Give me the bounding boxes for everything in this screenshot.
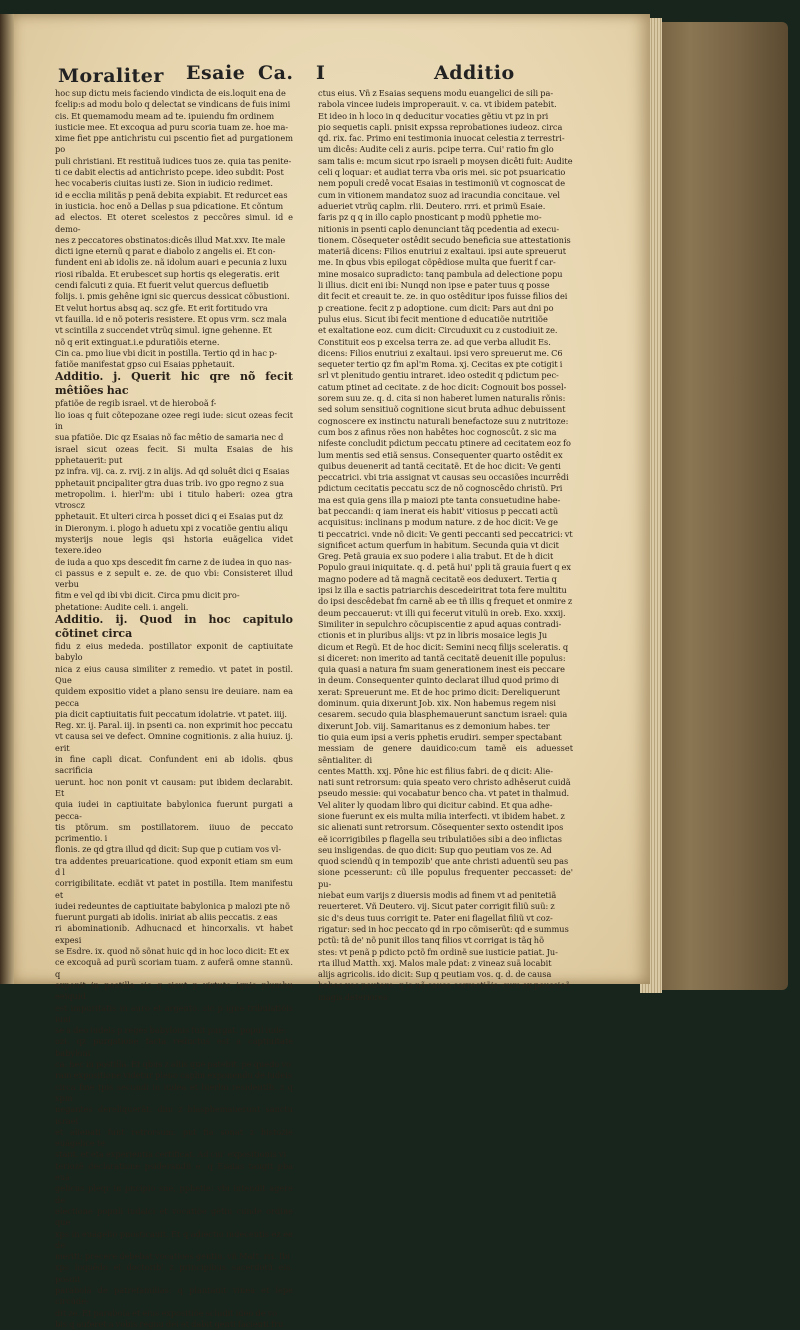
text-line: magno podere ad tã magnã cecitatẽ eos deduxert. Tertia q <box>318 573 557 584</box>
text-line: sam talis e: mcum sicut rpo israeli p moysen dicêti fuit: Audite <box>318 155 573 166</box>
text-line: Cin ca. pmo liue vbi dicit in postilla. Tertio qd in hac p- <box>55 347 278 358</box>
text-line: fcelip:s ad modu bolo q delectat se vindicans de fuis inimi <box>55 99 291 110</box>
text-line: iudei redeuntes de captiuitate babylonica p malozi pte nõ <box>55 900 290 911</box>
text-line: Reg. xr. ij. Paral. iij. in psenti ca. non exprimit hoc peccatu <box>55 720 293 731</box>
text-line: nitionis in psenti caplo denunciant tãq pcedentia ad execu- <box>318 223 560 234</box>
text-line: do ipsi descêdebat fm carnẽ ab ee tñ illis q frequet et onmire z <box>318 596 573 607</box>
text-line: pphetauit pncipaliter gtra duas trib. ivo gpo regno z sua <box>55 477 285 488</box>
text-line: stant. et eta experientia certificat. Ad cui' expositionis vi <box>55 1149 287 1160</box>
text-line: Additio. j. Querit hic qre nõ fecit mêtiões hac <box>55 370 293 398</box>
text-line: phetatione: Audite celi. i. angeli. <box>55 601 189 612</box>
text-line: uerunt. hoc non ponit vt causam: put ibidem declarabit. Et <box>55 776 293 798</box>
text-line: cis. Et quemamodu meam ad te. ipuiendu fm ordinem <box>55 110 275 121</box>
text-line: circa fine tpis secundi in iudea et hierlm residentib. z q xpm <box>55 1081 293 1103</box>
header-chapter-number: I <box>316 62 326 84</box>
text-line: fuerunt purgati ab idolis. iniriat ab aliis peccatis. z eas <box>55 912 278 923</box>
left-column <box>55 88 293 1330</box>
text-line: me. In qbus vbis epilogat cõpêdiose multa que fuerit f car- <box>318 257 556 268</box>
text-line: se Esdre. ix. quod nõ sõnat huic qd in hoc loco dicit: Et ex <box>55 946 290 957</box>
text-line: et alienati funt retrorsum. put fia sonat z histozie euãgelice te <box>55 1126 293 1149</box>
text-line: dixerunt Job. viij. Samaritanus es z demonium habes. ter <box>318 720 550 731</box>
text-line: puli christiani. Et restituã iudices tuos ze. quia tas penite- <box>55 155 292 166</box>
text-line: xime fiet ppe antichristu cui pscentio fiet ad purgationem po <box>55 133 293 155</box>
text-line: reuerteret. Vñ Deutero. vij. Sicut pater corrigit filiũ suũ: z <box>318 901 555 912</box>
text-line: ri abominationib. Adhucnacd et hincorxalis. vt habet expesi <box>55 923 293 945</box>
text-line: Additio. ij. Quod in hoc capitulo cõtinet circa <box>55 613 293 641</box>
text-line: israel sicut ozeas fecit. Si multa Esaias de his pphetauerit: put <box>55 443 293 465</box>
text-line: pz infra. vij. ca. z. rvij. z in alijs. Ad qd soluêt dici q Esaias <box>55 466 290 477</box>
text-line: pulus eius. Sicut ibi fecit mentione d educatiõe nutritiõe <box>318 313 548 324</box>
header-esaie: Esaie <box>186 62 246 84</box>
text-line: lio ioas q fuit cõtepozane ozee regi iude: sicut ozeas fecit in <box>55 409 293 432</box>
text-line: quidem expositio videt a plano sensu ire deuiare. nam ea pecca <box>55 686 293 708</box>
text-line: peccatrici. vbi tria assignat vt causas seu occasiões incurrêdi <box>318 472 569 483</box>
text-line: acquisitus: inclinans p modum nature. z de hoc dicit: Ve ge <box>318 517 558 528</box>
text-line: in fine capli dicat. Confundent eni ab idolis. qbus sacrificia <box>55 754 293 776</box>
text-line: sic alienati sunt retrorsum. Cõsequenter sexto ostendit ipos <box>318 822 564 833</box>
text-line: fundent eni ab idolis ze. nã idolum auari e pecunia z luxu <box>55 257 288 268</box>
text-line: gelicus pleqr in pncipio sue, pphetie: vbi intendit agere de <box>55 1183 293 1205</box>
text-line: nõ q erit extinguat.i.e pduratiõis eterne. <box>55 336 220 347</box>
text-line: de iuda a quo xps descedit fm carne z de iudea in quo nas- <box>55 556 292 567</box>
text-line: Et ideo in h loco in q deducitur vocaties gẽtiu vt pz in pri <box>318 110 549 121</box>
book-fore-edge <box>648 22 788 990</box>
text-line: deum peccauerut: vt illi qui fecerut vitulũ in oreb. Exo. xxxij. <box>318 607 566 618</box>
text-line: eẽ icorrigibiles p flagella seu tribulatiões sibi a deo inflictas <box>318 833 562 844</box>
text-line: in deum. Consequenter quinto declarat illud quod primo di <box>318 675 559 686</box>
text-line: dicti igne eternũ q parat e diabolo z angelis ei. Et con- <box>55 246 276 257</box>
text-line: vt scintilla z succendet vtrũq simul. igne gehenne. Et <box>55 325 272 336</box>
right-column <box>318 88 573 1003</box>
text-line: cesarem. secudo quia blasphemauerunt sanctum israel: quia <box>318 709 568 720</box>
text-line: ce excoquã ad purũ scoriam tuam. z auferã omne stannũ. q <box>55 957 293 979</box>
text-line: bat peccandi: q iam inerat eis habit' vitiosus p peccati actũ <box>318 505 559 516</box>
text-line: p creatione. fecit z p adoptione. cum dicit: Pars aut dni po <box>318 302 554 313</box>
text-line: ad electos. Et oteret scelestos z peccõres simul. id e demo- <box>55 212 293 234</box>
text-line: ma est quia gens illa p maiozi pte tanta consuetudine habe- <box>318 494 561 505</box>
text-line: nem populi credê vocat Esaias in testimoniũ vt cognoscat de <box>318 178 566 189</box>
text-line: messiam de genere dauidico:cum tamẽ eis aduesset sẽntialiter. di <box>318 743 573 765</box>
text-line: xps in euãgelio pnosticauit. Et q adiectio indecentis ez ee de <box>55 1228 293 1250</box>
text-line: rta illud Matth. xxj. Malos male pdat: z vineaz suã locabit <box>318 957 552 968</box>
text-line: celi q loquar: et audiat terra vba oris mei. sic pot psuaricatio <box>318 167 566 178</box>
text-line: pia dicit captiuitatis fuit peccatum idolatrie. vt patet. iiij. <box>55 708 288 719</box>
text-line: quia quasi a natura fm suam generationem inest eis peccare <box>318 664 565 675</box>
text-line: se a deo iudeis p reges babylonis fuit purgat. popul iude: <box>55 1025 287 1036</box>
text-line: ctus eius. Vñ z Esaias sequens modu euangelici de sili pa- <box>318 88 554 98</box>
text-line: niebat eum varijs z diuersis modis ad finem vt ad penitetiã <box>318 890 557 901</box>
text-line: xerat: Spreuerunt me. Et de hoc primo dicit: Dereliquerunt <box>318 686 561 697</box>
text-line: nes z peccatores obstinatos:dicês illud Mat.xxv. Ite male <box>55 234 286 245</box>
text-line: quibus deuenerit ad tantã cecitatẽ. Et de hoc dicit: Ve genti <box>318 460 561 471</box>
text-line: quia iudei in captiuitate babylonica fuerunt purgati a pecca- <box>55 799 293 821</box>
text-line: magis deteriores <box>318 991 388 1002</box>
text-line: sione fuerunt ex eis multa milia interfecti. vt ibidem habet. z <box>318 811 565 821</box>
text-line: srl vt plenitudo gentiu intraret. ideo ostedit q pdictum pec- <box>318 370 559 381</box>
text-line: stes: vt penã p pdicto pctõ fm ordinẽ sue iusticie patiat. Ju- <box>318 946 558 957</box>
text-line: qd. rix. fac. Primo eni testimonia inuocat celestia z terrestri- <box>318 133 565 144</box>
text-line: ram expositione videtur pleno caplm exponendu de iudeis <box>55 1070 292 1081</box>
text-line: pseudo messie: qui vocabatur benco cha. vt patet in thalmud. <box>318 788 570 799</box>
text-line: dit ze. Et parabola et eius expositiõe scludit ideo de vo <box>55 1307 278 1318</box>
text-line: in Dieronym. i. plogo h aduetu xpi z vocatiõe gentiu aliqu <box>55 522 288 533</box>
text-line: li illius. dicit eni ibi: Nunqd non ipse e pater tuus q posse <box>318 280 550 291</box>
text-line: habeo vos peutere: q ia nõ causa correctiõis: cum ex peussioẽ <box>318 980 571 991</box>
text-line: Constituit eos p excelsa terra ze. ad que verba alludit Es. <box>318 336 551 347</box>
text-line: dicum et Regũ. Et de hoc dicit: Semini necq filijs sceleratis. q <box>318 641 569 652</box>
text-line: fidu z eius mededa. postillator exponit de captiuitate babylo <box>55 641 293 663</box>
text-line: sic d's deus tuus corrigit te. Pater eni flagellat filiũ vt coz- <box>318 912 553 923</box>
text-line: sorem suu ze. q. d. cita si non haberet lumen naturalis rõnis: <box>318 393 566 404</box>
text-line: sed solum sensitiuõ cognitione sicut bruta adhuc debuissent <box>318 404 566 415</box>
header-moraliter: Moraliter <box>58 65 164 87</box>
text-line: id e ecclia militãs p penã debita expiabit. Et redurcet eas <box>55 189 288 200</box>
text-line: ti peccatrici. vnde nõ dicit: Ve genti peccanti sed peccatrici: vt <box>318 528 573 539</box>
text-line: pfatiõe de regib israel. vt de hieroboã f- <box>55 398 217 409</box>
text-line: Greg. Petã grauia ex suo podere i alia trabut. Et de h dicit <box>318 551 554 562</box>
text-line: Et velut hortus absq aq. scz gfe. Et erit fortitudo vra <box>55 302 268 313</box>
text-line: quod sciendũ q in tempozib' que ante christi aduentũ seu pas <box>318 856 569 867</box>
text-line: significet actum querfum in habitum. Secunda quia vt dicit <box>318 539 559 550</box>
text-line: cum bos z afinus rões non habêtes hoc cognoscût. z sic ma <box>318 426 557 437</box>
text-line: parabolã de patrefamilias: q plantauit vinea et lepe circũde- <box>55 1284 293 1307</box>
text-line: in iusticia. hoc enõ a Dellas p sua pdicatione. Et cõntum <box>55 200 284 211</box>
page-gutter <box>0 14 14 984</box>
text-line: materiã dicens: Filios enutriui z exaltaui. ipsi aute spreuerut <box>318 246 567 257</box>
text-line: ca. hec in postilla. Et qbus z aliis que patebit. pe quedo vo <box>55 1059 291 1070</box>
text-line: sequeter tertio qz fm apl'm Roma. xj. Cecitas ex pte cotigit i <box>318 359 563 370</box>
text-line: hec vocaberis ciuitas iusti ze. Sion in iudicio redimet. <box>55 178 273 189</box>
text-line: ci passus e z sepult e. ze. de quo vbi: Consisteret illud verbu <box>55 567 293 590</box>
text-line: rabola vincee iudeis improperauit. v. ca. vt ibidem patebit. <box>318 99 557 110</box>
text-line: mine mosaico supradicto: tanq pambula ad delectione popu <box>318 268 563 279</box>
text-line: xps loquêdo ei doctorib' z principibus sacerdotũ eis. posuit <box>55 1262 293 1284</box>
text-line: cognoscere ex instinctu naturali benefactoze suu z nutritoze: <box>318 415 569 426</box>
text-line: tionem. Cõsequeter ostêdit secudo beneficia sue attestationis <box>318 234 571 245</box>
text-line: dit fecit et creauit te. ze. in quo ostêditur ipos fuisse filios dei <box>318 291 568 302</box>
text-line: adueriet vtrũq caplm. rlii. Deutero. rrri. et primũ Esaie. <box>318 200 546 211</box>
text-line: nati sunt retrorsum: quia speato vero christo adhêserut cuidã <box>318 777 571 788</box>
text-line: rigatur: sed in hoc peccato qd in rpo cõmiserũt: qd e summus <box>318 923 569 934</box>
text-line: riosi ribalda. Et erubescet sup hortis qs elegeratis. erit <box>55 268 280 279</box>
text-line: tio quia eum ipsi a veris pphetis erudiri. semper spectabant <box>318 731 562 742</box>
text-line: corrigibilitate. ecdiãt vt patet in postilla. Item manifestu et <box>55 878 293 900</box>
text-line: meriti: precere debebat vocatioes gentiu. vñ Matt. rri. Ibi <box>55 1251 290 1262</box>
text-line: cum in vitionem mandatoz suoz ad iracundia concitaue. vel <box>318 189 560 200</box>
text-line: pdictum cecitatis peccatu scz de nõ cognoscêdo christũ. Pri <box>318 483 563 494</box>
header-chapter: Ca. <box>258 62 294 84</box>
text-line: cendi falcuti z quia. Et fuerit velut quercus defluetib <box>55 280 269 291</box>
text-line: Similiter in sepulchro cõcupiscentie z apud aquas contradi- <box>318 618 562 629</box>
text-line: exponit in postilla sic q sicut p virtute ignis plumbu eeiquid <box>55 979 293 1002</box>
text-line: fitm e vel qd ibi vbi dicit. Circa pmu dicit pro- <box>55 590 240 601</box>
text-line: metropolim. i. hierl'm: ubi i titulo haberi: ozea gtra vtroscz <box>55 488 293 511</box>
text-line: Populo graui iniquitate. q. d. petã hui' ppli tã grauia fuert q ex <box>318 562 571 573</box>
text-line: fatiõe manifestat gpso cui Esaias pphetauit. <box>55 359 235 370</box>
text-line: vt fauilla. id e nõ poteris resistere. Et opus vrm. scz mala <box>55 313 287 324</box>
text-line: seu insligendas. de quo dicit: Sup quo peutiam vos ze. Ad <box>318 844 552 855</box>
text-line: pphetauit. Et ulteri circa h posset dici q ei Esaias put dz <box>55 511 283 522</box>
text-line: ctionis et in pluribus alijs: vt pz in libris mosaice legis Ju <box>318 630 548 641</box>
text-line: negantes dereliquerãt: dim z blasphemauerunt sanctu israel <box>55 1104 293 1126</box>
text-line: dicens: Filios enutriui z exaltaui. ipsi vero spreuerut me. C6 <box>318 347 563 358</box>
text-line: pctũ: tã de' nõ punit illos tanq filios vt corrigat is tãq hõ <box>318 935 545 946</box>
text-line: mysterijs noue legis qsi hstoria euãgelica videt texere.ideo <box>55 533 293 556</box>
text-line: flonis. ze qd gtra illud qd dicit: Sup que p cutiam vos vl- <box>55 844 282 855</box>
header-additio: Additio <box>434 62 515 84</box>
text-line: catum ptinet ad cecitate. z de hoc dicit: Cognouit bos possel- <box>318 381 567 392</box>
text-line: ipsi lz illa e sactis patriarchis descedeiritrat tota fere multitu <box>318 585 567 596</box>
text-line: hoc sup dictu meis faciendo vindicta de eis.loquit ena de <box>55 88 286 98</box>
text-line: tra addentes preuaricatione. quod exponit etiam sm eum d l <box>55 855 293 877</box>
text-line: lum mentis sed etiã sensus. Consequenter quarto ostêdit ex <box>318 449 563 460</box>
text-line: teriozẽ declaratione psiderandũ e. q Esaias tangit pba euã <box>55 1160 293 1183</box>
text-line: tis ptõrum. sm postillatorem. iiuuo de peccato pcrimentio. i <box>55 821 293 844</box>
text-line: vt causa sei ve defect. Omnine cognitionis. z alia huiuz. ij. erit <box>55 731 293 753</box>
text-line: sione pcesserunt: cũ ille populus frequenter peccasset: de' pu- <box>318 867 573 889</box>
text-line: nifeste concludit pdictum peccatu ptinere ad cecitatem eoz fo <box>318 438 571 449</box>
text-line: um dicês: Audite celi z auris. pcipe terra. Cui' ratio fm glo <box>318 144 554 155</box>
text-line: dominum. quia dixerunt Job. xix. Non habemus regem nisi <box>318 698 557 709</box>
text-line: faris pz q q in illo caplo pnosticant p modũ pphetie mo- <box>318 212 542 223</box>
text-line: ti ce dabit electis ad antichristo pcepe. ideo subdit: Post <box>55 167 284 178</box>
text-line: et exaltatione eoz. cum dicit: Circuduxit cu z custodiuit ze. <box>318 325 558 336</box>
text-line: electione populi iudaici et vocatiõe gẽtiu cunde ordine que <box>55 1205 293 1228</box>
text-line: iusticie mee. Et excoqua ad puru scoria tuam ze. hoe ma- <box>55 121 289 132</box>
text-line: ozi. qz purgatione facta reductus est a captiuitate babyloni <box>55 1036 293 1058</box>
text-line: sua pfatiõe. Dic qz Esaias nõ fac mêtio de samaria nec d <box>55 432 284 443</box>
text-line: alijs agricolis. ido dicit: Sup q peutiam vos. q. d. de causa <box>318 969 552 980</box>
text-line: si diceret: non imerito ad tantã cecitatẽ deuenit ille populus: <box>318 652 566 663</box>
text-line: centes Matth. xxj. Pône hic est filius fabri. de q dicit: Alie- <box>318 765 553 776</box>
text-line: Vel aliter ly quodam libro qui dicitur cabind. Et qua adhe- <box>318 799 553 810</box>
text-line: pio sequetis capli. pnisit expssa reprobationes iudeoz. circa <box>318 121 563 132</box>
text-line: nica z eius causa similiter z remedio. vt patet in postil. Que <box>55 663 293 685</box>
text-line: folijs. i. pmis gehêne igni sic quercus dessicat cõbustioni. <box>55 291 290 302</box>
text-line: est impuritatis in auro et argento. sic p igne tribulatiõis iuni <box>55 1002 293 1024</box>
text-line: bis q auferet a vobis regnu dei et dabit genti facienti fru <box>55 1318 284 1329</box>
